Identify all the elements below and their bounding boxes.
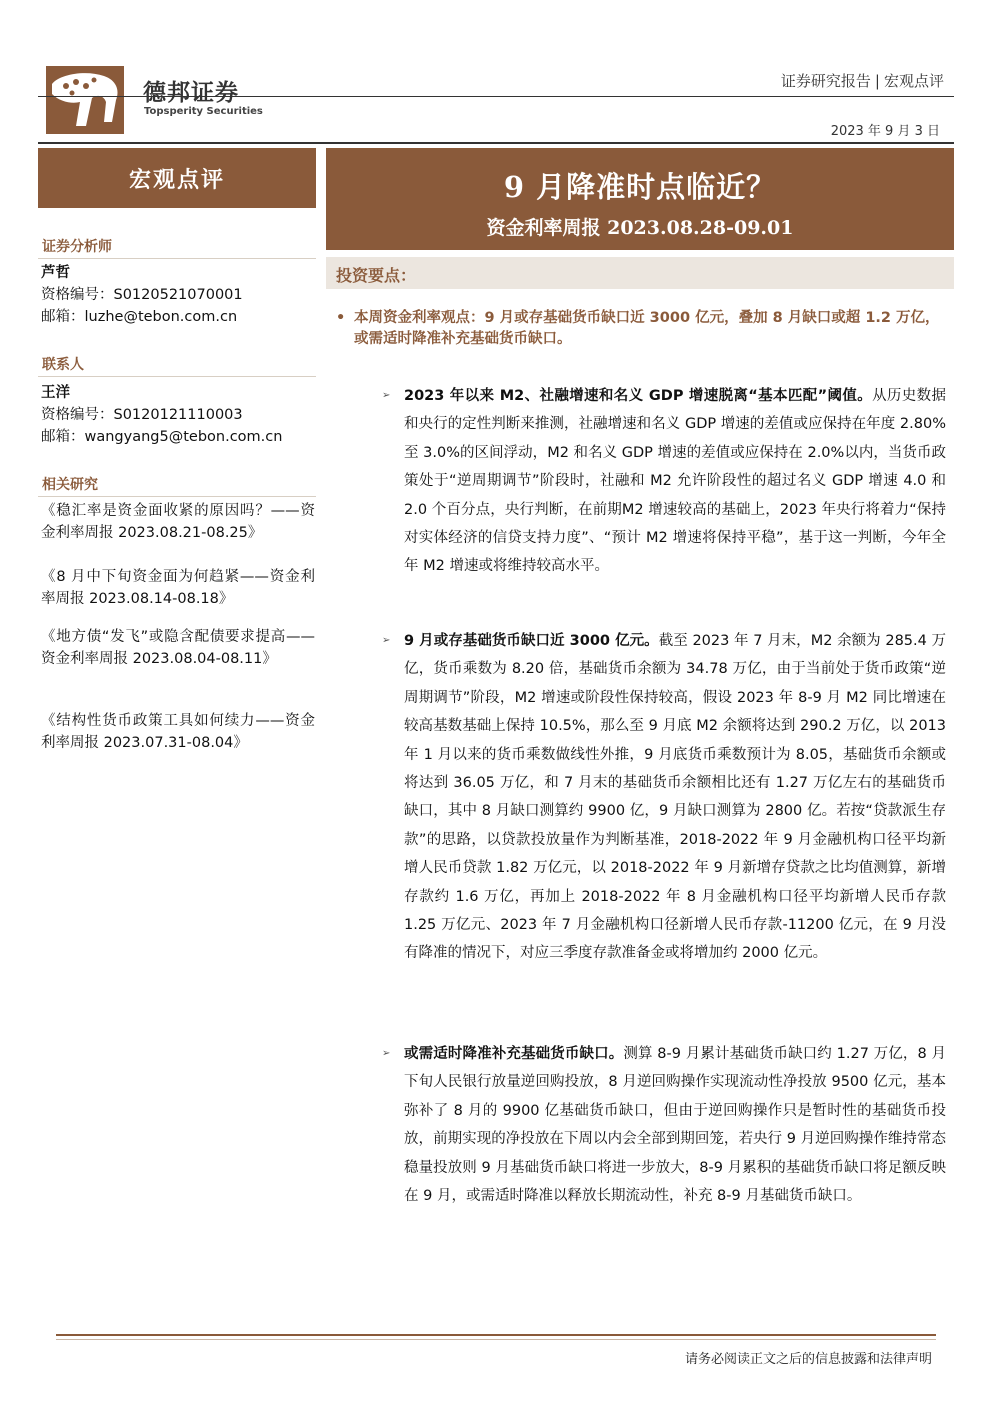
page-subtitle: 资金利率周报 2023.08.28-09.01 <box>486 217 794 239</box>
contact-section-header <box>38 354 316 377</box>
analyst-section-header <box>38 236 316 259</box>
report-date: 2023 年 9 月 3 日 <box>830 124 940 139</box>
analyst-email: 邮箱：luzhe@tebon.com.cn <box>41 309 238 325</box>
paragraph-text: 测算 8-9 月累计基础货币缺口约 1.27 万亿，8 月下旬人民银行放量逆回购投放，8 月逆回购操作实现流动性净投放 9500 亿元，基本弥补了 8 月的 9900 亿基础货币缺口，但由于逆回购操作只是暂时性的基础货币投放，前期实现的净投放在下周以内会全部到期回笼，若央行 9 月逆回购操作维持常态稳量投放则 9 月基础货币缺口将进一步放大，8-9 月累积的基础货币缺口将足额反映在 9 月，或需适时降准以释放长期流动性，补充 8-9 月基础货币缺口。 <box>404 1046 946 1205</box>
related-link[interactable]: 《8 月中下旬资金面为何趋紧——资金利率周报 2023.08.14-08.18》 <box>41 569 315 607</box>
paragraph-text: 从历史数据和央行的定性判断来推测，社融增速和名义 GDP 增速的差值或应保持在年度 2.80%至 3.0%的区间浮动，M2 和名义 GDP 增速的差值或应保持在 2.0%以内，当货币政策处于“逆周期调节”阶段时，社融和 M2 允许阶段性的超过名义 GDP 增速 4.0 和 2.0 个百分点，央行判断，在前期M2 增速较高的基础上，2023 年央行将着力“保持对实体经济的信贷支持力度”、“预计 M2 增速将保持平稳”，基于这一判断，今年全年 M2 增速或将维持较高水平。 <box>404 388 946 575</box>
investment-points-bar <box>326 257 954 289</box>
related-link[interactable]: 《结构性货币政策工具如何续力——资金利率周报 2023.07.31-08.04》 <box>41 713 315 751</box>
analysis-paragraph <box>382 627 946 968</box>
key-point-text: 本周资金利率观点：9 月或存基础货币缺口近 3000 亿元，叠加 8 月缺口或超 1.2 万亿，或需适时降准补充基础货币缺口。 <box>354 310 940 347</box>
paragraph-text: 截至 2023 年 7 月末，M2 余额为 285.4 万亿，货币乘数为 8.20 倍，基础货币余额为 34.78 万亿，由于当前处于货币政策“逆周期调节”阶段，M2 增速或阶段性保持较高，假设 2023 年 8-9 月 M2 同比增速在较高基数基础上保持 10.5%，那么至 9 月底 M2 余额将达到 290.2 万亿，以 2013 年 1 月以来的货币乘数做线性外推，9 月底货币乘数预计为 8.05，基础货币余额或将达到 36.05 万亿，和 7 月末的基础货币余额相比还有 1.27 万亿左右的基础货币缺口，其中 8 月缺口测算约 9900 亿，9 月缺口测算为 2800 亿。若按“贷款派生存款”的思路，以贷款投放量作为判断基准，2018-2022 年 9 月金融机构口径平均新增人民币贷款 1.82 万亿元，以 2018-2022 年 9 月新增存贷款之比均值测算，新增存款约 1.6 万亿，再加上 2018-2022 年 8 月金融机构口径平均新增人民币存款 1.25 万亿元、2023 年 7 月金融机构口径新增人民币存款-11200 亿元，在 9 月没有降准的情况下，对应三季度存款准备金或将增加约 2000 亿元。 <box>404 633 947 962</box>
analyst-name: 芦哲 <box>41 265 70 281</box>
contact-email: 邮箱：wangyang5@tebon.com.cn <box>41 429 283 445</box>
report-type: 证券研究报告 <box>780 72 871 90</box>
related-section-header <box>38 474 316 497</box>
footer-divider-thin <box>56 1339 936 1340</box>
header-divider <box>38 96 954 97</box>
arrow-bullet-icon: ➢ <box>382 1048 391 1059</box>
page-title: 9 月降准时点临近？ <box>503 170 777 204</box>
sidebar-banner: 宏观点评 <box>38 148 316 208</box>
analysis-paragraph <box>382 382 946 581</box>
related-section-title: 相关研究 <box>42 477 98 493</box>
arrow-bullet-icon: ➢ <box>382 390 391 401</box>
contact-section-title: 联系人 <box>42 357 84 373</box>
paragraph-lead: 9 月或存基础货币缺口近 3000 亿元。 <box>404 633 659 649</box>
analysis-paragraph <box>382 1040 946 1210</box>
contact-cert: 资格编号：S0120121110003 <box>41 407 243 423</box>
key-point <box>336 308 948 350</box>
analyst-section-title: 证券分析师 <box>42 239 112 255</box>
related-link[interactable]: 《稳汇率是资金面收紧的原因吗？——资金利率周报 2023.08.21-08.25》 <box>41 503 315 541</box>
brand-logo-icon <box>46 66 124 134</box>
brand-name-cn: 德邦证券 <box>143 80 239 106</box>
paragraph-lead: 或需适时降准补充基础货币缺口。 <box>404 1046 624 1062</box>
investment-points-label: 投资要点： <box>336 266 417 285</box>
bullet-dot-icon: • <box>336 310 346 326</box>
paragraph-lead: 2023 年以来 M2、社融增速和名义 GDP 增速脱离“基本匹配”阈值。 <box>404 388 873 404</box>
footer-disclaimer[interactable]: 请务必阅读正文之后的信息披露和法律声明 <box>684 1352 932 1367</box>
header-divider-bold <box>38 142 954 144</box>
brand-name-en: Topsperity Securities <box>144 106 263 117</box>
arrow-bullet-icon: ➢ <box>382 635 391 646</box>
title-banner <box>326 148 954 250</box>
report-type-header: 证券研究报告 | 宏观点评 <box>780 72 944 90</box>
report-category: 宏观点评 <box>883 72 944 90</box>
related-link[interactable]: 《地方债“发飞”或隐含配债要求提高——资金利率周报 2023.08.04-08.11》 <box>41 629 315 667</box>
footer-divider <box>56 1334 936 1336</box>
contact-name: 王洋 <box>41 385 70 401</box>
analyst-cert: 资格编号：S0120521070001 <box>41 287 243 303</box>
